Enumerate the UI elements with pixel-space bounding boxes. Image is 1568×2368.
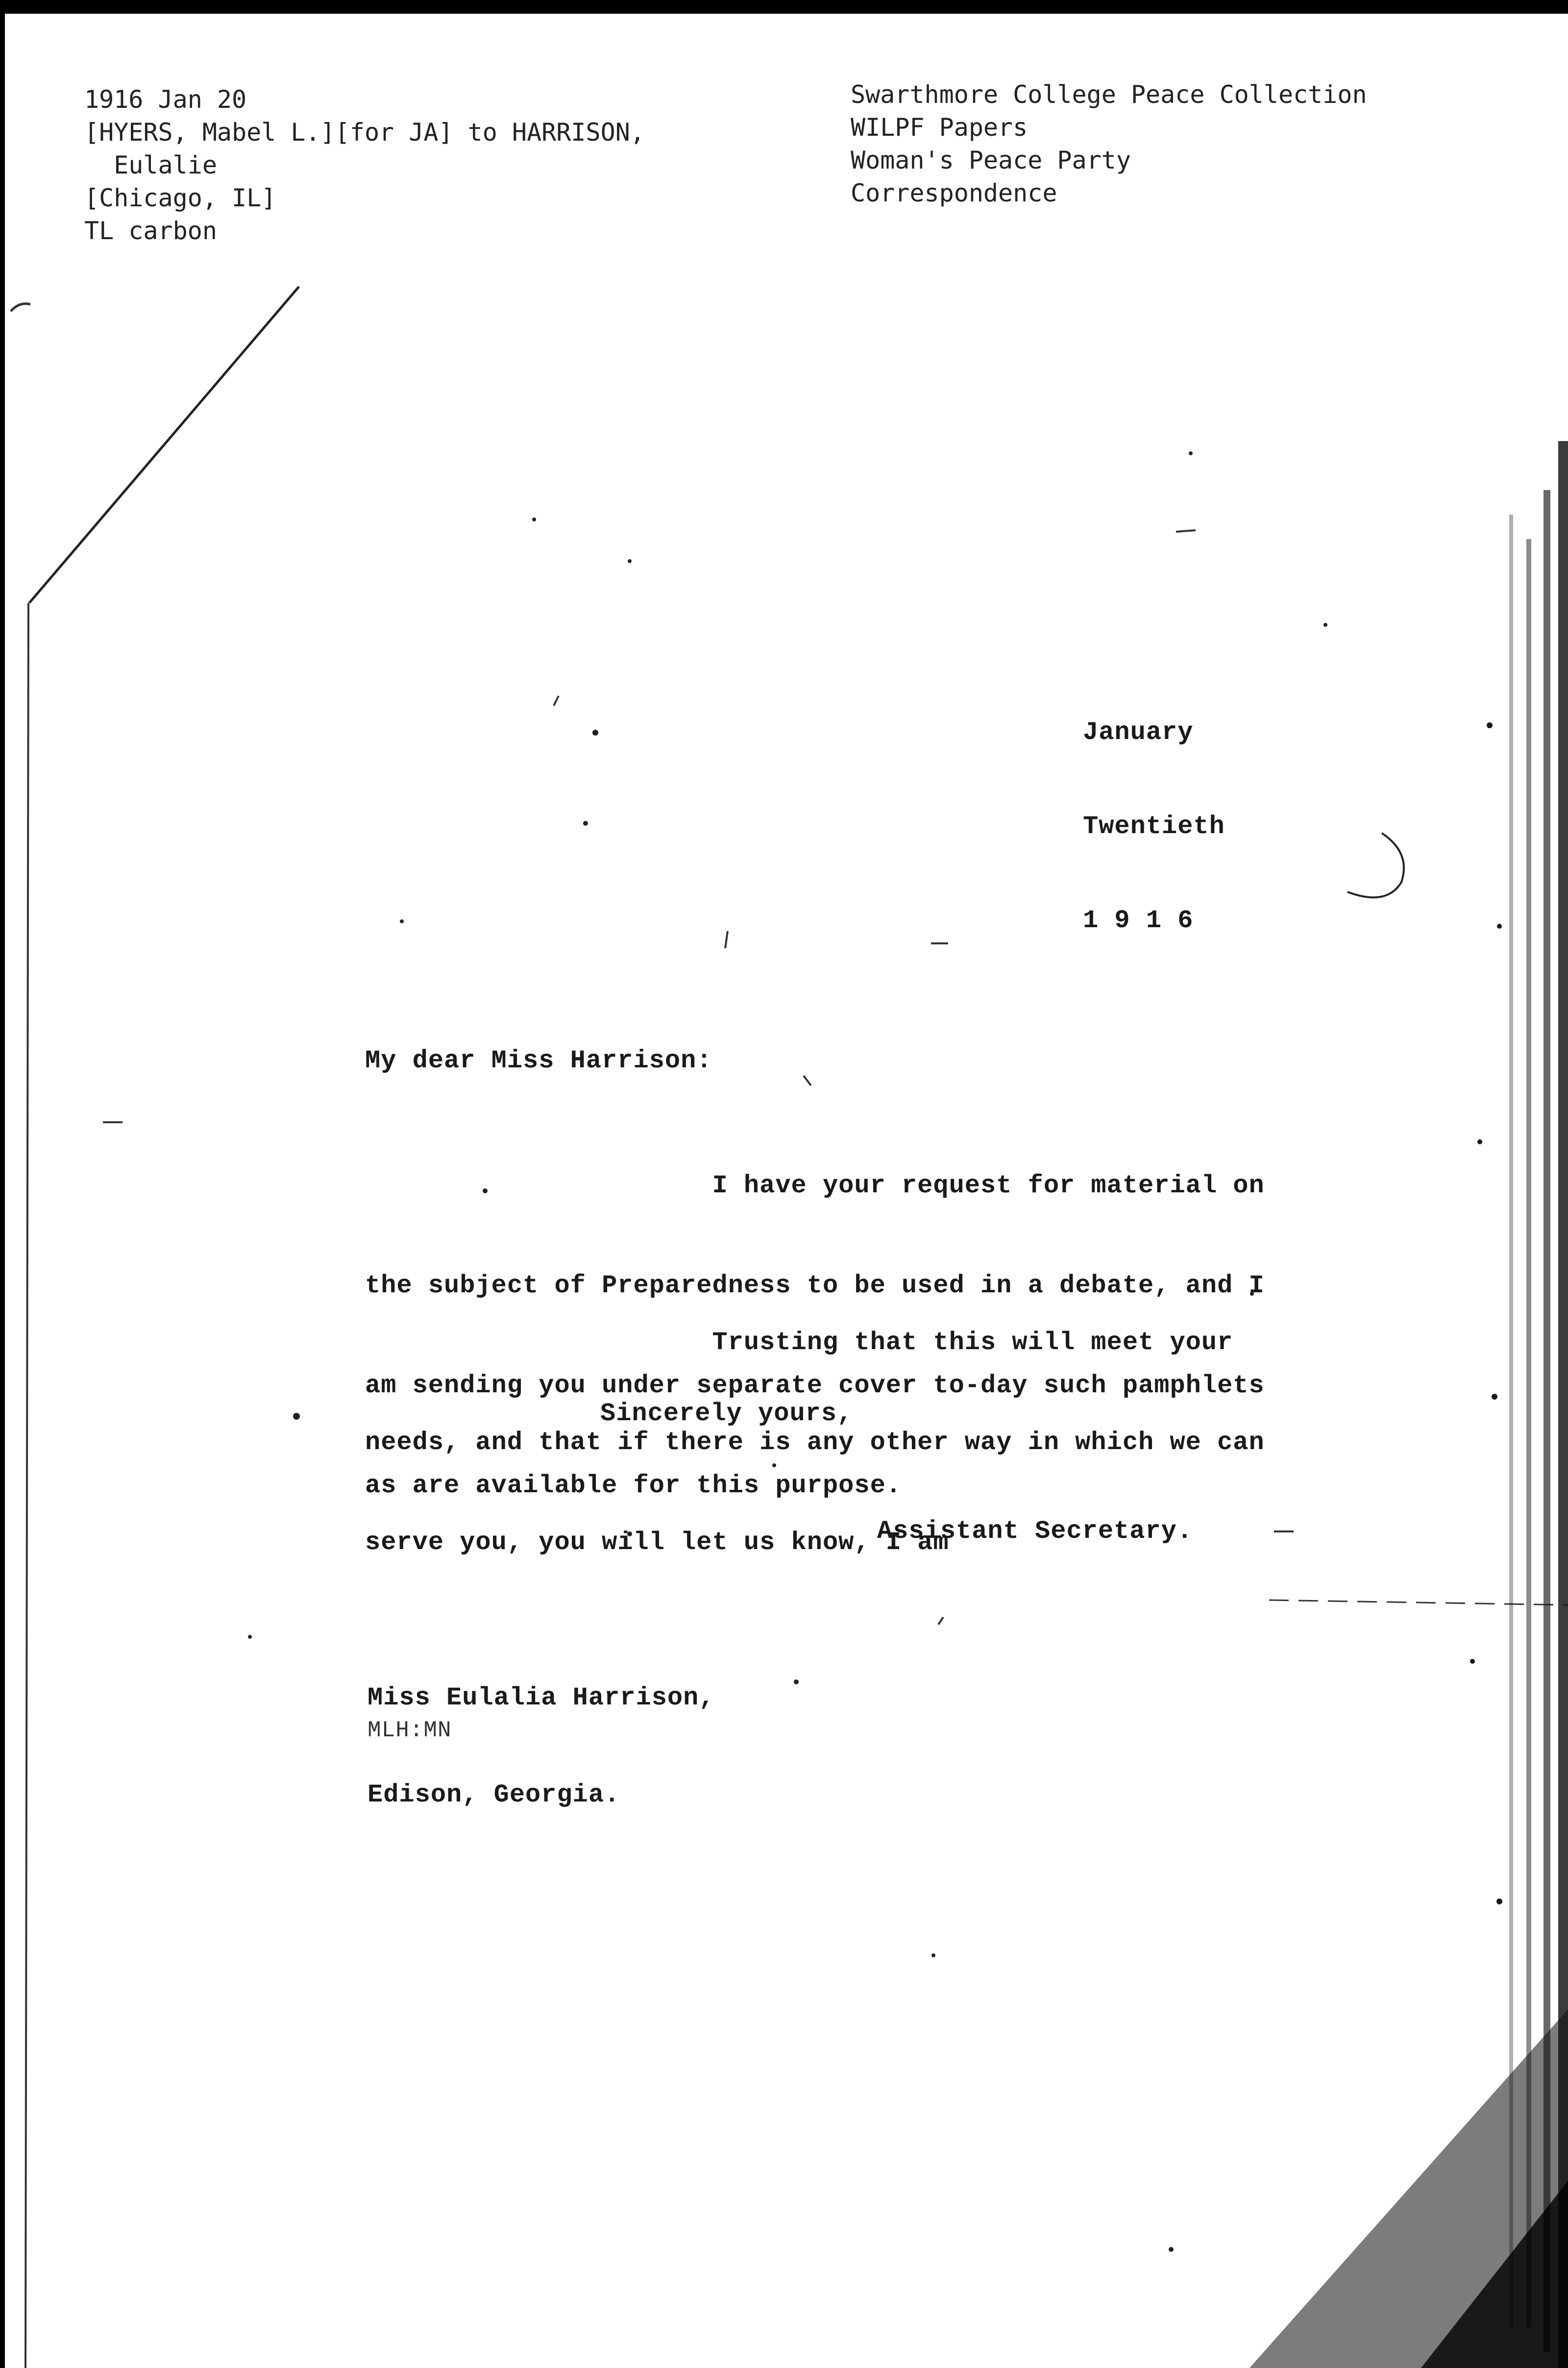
meta-line: Eulalie [84, 151, 217, 179]
meta-line: TL carbon [84, 217, 217, 245]
pen-curve-mark [1348, 833, 1404, 897]
paragraph-line: am sending you under separate cover to-day such pamphlets [365, 1371, 1265, 1400]
salutation: My dear Miss Harrison: [365, 1046, 712, 1075]
meta-line: [HYERS, Mabel L.][for JA] to HARRISON, [84, 118, 645, 147]
paragraph-line: Trusting that this will meet your [365, 1328, 1233, 1357]
letter-paragraph-2 [365, 1259, 1265, 1626]
signature-title: Assistant Secretary. [877, 1517, 1193, 1546]
corner-mark [11, 304, 30, 311]
paragraph-line: the subject of Preparedness to be used in a debate, and I [365, 1271, 1265, 1300]
paragraph-line: serve you, you will let us know, I am [365, 1528, 949, 1557]
meta-line: [Chicago, IL] [84, 184, 276, 212]
recipient-address [368, 1617, 715, 1876]
paragraph-line: I have your request for material on [365, 1171, 1265, 1200]
paragraph-line: as are available for this purpose. [365, 1471, 902, 1500]
date-line: Twentieth [1083, 812, 1225, 841]
reference-initials: MLH:MN [368, 1718, 452, 1743]
archive-metadata-right [851, 78, 1367, 210]
letter-date [1083, 654, 1225, 999]
date-line: 1 9 1 6 [1083, 906, 1194, 935]
meta-line: Correspondence [851, 179, 1057, 207]
paragraph-line: needs, and that if there is any other way in which we can [365, 1428, 1265, 1457]
meta-line: WILPF Papers [851, 113, 1028, 142]
meta-line: 1916 Jan 20 [84, 85, 247, 114]
archive-metadata-left [84, 83, 645, 247]
meta-line: Woman's Peace Party [851, 146, 1131, 174]
address-line: Miss Eulalia Harrison, [368, 1683, 715, 1712]
date-line: January [1083, 718, 1194, 747]
meta-line: Swarthmore College Peace Collection [851, 80, 1367, 109]
left-margin-line [25, 603, 28, 2368]
complimentary-close: Sincerely yours, [600, 1399, 853, 1428]
address-line: Edison, Georgia. [368, 1780, 620, 1809]
diagonal-margin-line [29, 287, 299, 603]
